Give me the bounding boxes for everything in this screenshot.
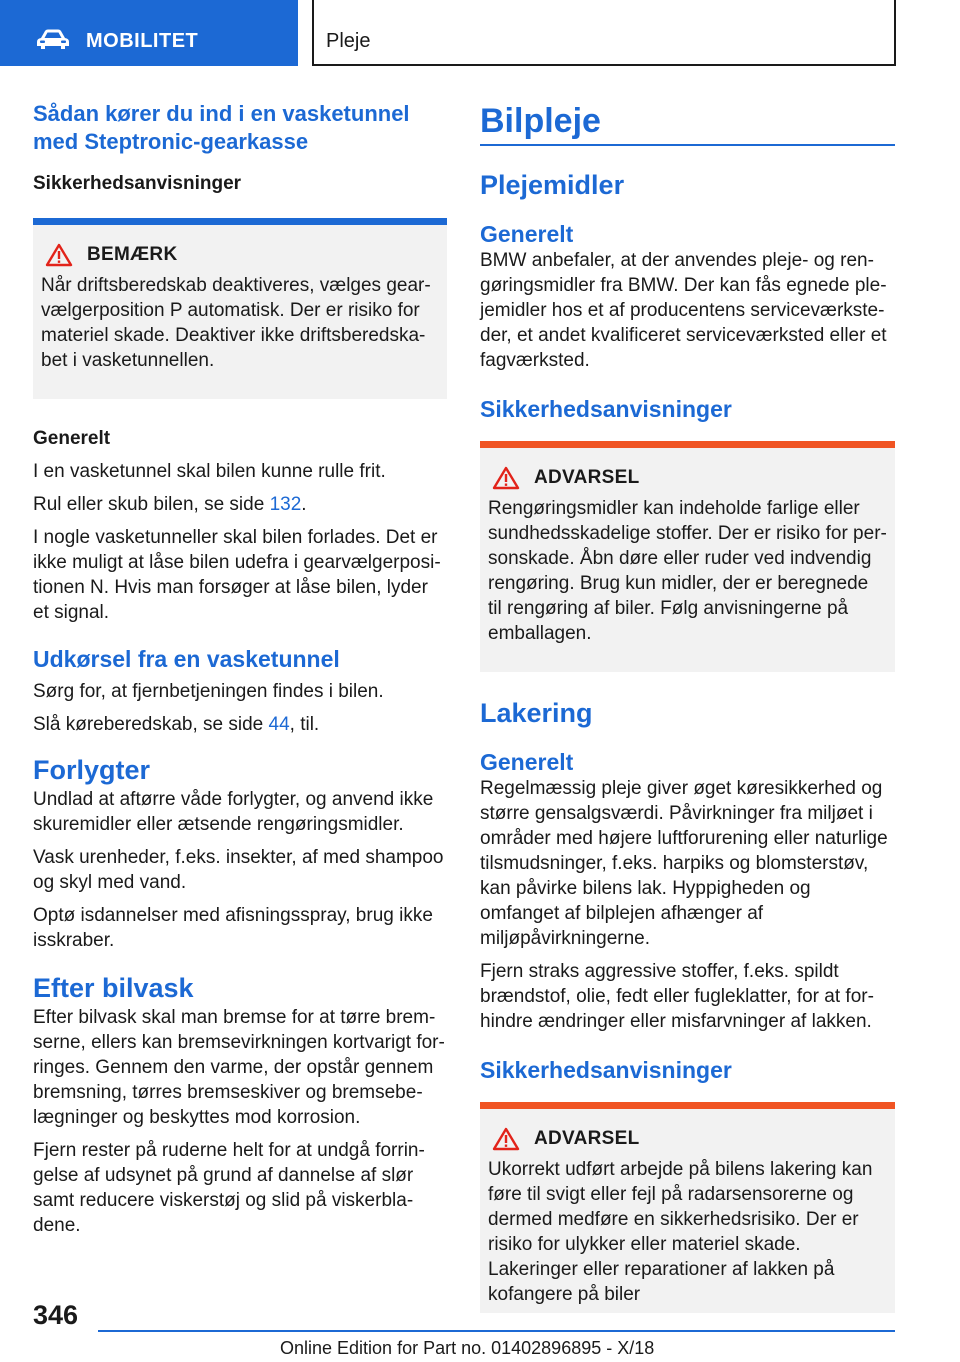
warning-title: ADVARSEL xyxy=(534,467,640,488)
warning-triangle-icon xyxy=(45,243,73,267)
headlights-paragraph-3: Optø isdannelser med afisningsspray, brug ikke isskraber. xyxy=(33,905,433,951)
left-column xyxy=(33,100,447,1238)
care-products-heading: Plejemidler xyxy=(480,170,625,200)
page-link-132[interactable]: 132 xyxy=(269,494,302,515)
paint-paragraph-1: Regelmæssig pleje giver øget køresikkerhed og større gensalgsværdi. Påvirkninger fra miljøet i områder med højere luftforurening eller naturlige tilsmudsninger, f.eks. harpiks og blomsterstøv, kan påvirke bilens lak. Hyppigheden og omfanget af bilplejen afhænger af miljøpåvirkningerne. xyxy=(480,778,888,949)
title-rule xyxy=(480,144,895,146)
general-paragraph-3: I nogle vasketunneller skal bilen forlades. Det er ikke muligt at låse bilen udefra i gearvælgerpositionen N. Hvis man forsøger at låse bilen, lyder et signal. xyxy=(33,527,441,623)
car-icon xyxy=(36,28,70,50)
chapter-tab-care[interactable] xyxy=(312,0,896,66)
notice-text: Når driftsberedskab deaktiveres, vælges gearvælgerposition P automatisk. Der er risiko for materiel skade. Deaktiver ikke driftsberedskabet i vasketunnellen. xyxy=(41,275,431,371)
safety-heading: Sikkerhedsanvisninger xyxy=(33,173,242,194)
care-general-heading: Generelt xyxy=(480,221,574,247)
after-wash-paragraph-1: Efter bilvask skal man bremse for at tørre bremserne, ellers kan bremsevirkningen kortvarigt forringes. Gennem den varme, der opstår gennem bremsning, tørres bremseskiver og bremsebelægninger og beskyttes mod korrosion. xyxy=(33,1007,445,1128)
general-paragraph-2: Rul eller skub bilen, se side 132. xyxy=(33,494,307,515)
chapter-tab-label: Pleje xyxy=(326,30,371,52)
notice-title: BEMÆRK xyxy=(87,244,178,265)
after-wash-heading: Efter bilvask xyxy=(33,973,194,1003)
paint-heading: Lakering xyxy=(480,698,593,728)
headlights-paragraph-1: Undlad at aftørre våde forlygter, og anvend ikke skuremidler eller ætsende rengøringsmidler. xyxy=(33,789,434,835)
paint-paragraph-2: Fjern straks aggressive stoffer, f.eks. spildt brændstof, olie, fedt eller fugleklatter, for at forhindre ændringer eller misfarvninger af lakken. xyxy=(480,961,874,1032)
headlights-paragraph-2: Vask urenheder, f.eks. insekter, af med shampoo og skyl med vand. xyxy=(33,847,444,893)
page-link-44[interactable]: 44 xyxy=(268,714,290,735)
page-header xyxy=(0,0,960,66)
care-general-paragraph: BMW anbefaler, at der anvendes pleje- og rengøringsmidler fra BMW. Der kan fås egnede plejemidler hos et af producentens serviceværksteder, et andet kvalificeret serviceværksted eller et fagværksted. xyxy=(480,250,887,371)
general-heading: Generelt xyxy=(33,428,111,449)
footer-rule xyxy=(98,1330,895,1332)
page-number: 346 xyxy=(33,1300,79,1330)
warning-triangle-icon xyxy=(492,1127,520,1151)
warning-text: Ukorrekt udført arbejde på bilens lakering kan føre til svigt eller fejl på radarsensorerne og dermed medføre en sikkerhedsrisiko. Der er risiko for ulykker eller materiel skade. Lakeringer eller reparationer af lakken på kofangere på biler xyxy=(488,1159,873,1305)
paint-general-heading: Generelt xyxy=(480,749,574,775)
notice-box xyxy=(33,218,447,399)
after-wash-paragraph-2: Fjern rester på ruderne helt for at undgå forringelse af udsynet på grund af dannelse af slør samt reducere viskerstøj og slid på viskerbladene. xyxy=(33,1140,425,1236)
section-tab-label: MOBILITET xyxy=(86,30,199,52)
car-wash-heading: Sådan kører du ind i en vasketunnel med Steptronic-gearkasse xyxy=(33,101,410,154)
exit-heading: Udkørsel fra en vasketunnel xyxy=(33,646,340,672)
warning-triangle-icon xyxy=(492,466,520,490)
right-column xyxy=(480,100,895,1313)
page-title: Bilpleje xyxy=(480,102,601,140)
warning-box-cleaning xyxy=(480,441,895,672)
general-paragraph-1: I en vasketunnel skal bilen kunne rulle frit. xyxy=(33,461,386,482)
warning-title: ADVARSEL xyxy=(534,1128,640,1149)
edition-footer: Online Edition for Part no. 01402896895 - X/18 xyxy=(280,1338,655,1358)
paint-safety-heading: Sikkerhedsanvisninger xyxy=(480,1057,732,1083)
headlights-heading: Forlygter xyxy=(33,755,151,785)
care-safety-heading: Sikkerhedsanvisninger xyxy=(480,396,732,422)
exit-paragraph-2: Slå køreberedskab, se side 44, til. xyxy=(33,714,320,735)
warning-text: Rengøringsmidler kan indeholde farlige eller sundhedsskadelige stoffer. Der er risiko for personskade. Åbn døre eller ruder ved indvendig rengøring. Brug kun midler, der er beregnede til rengøring af biler. Følg anvisningerne på emballagen. xyxy=(488,498,887,644)
section-tab-mobility[interactable] xyxy=(0,0,298,66)
warning-box-paint xyxy=(480,1102,895,1313)
exit-paragraph-1: Sørg for, at fjernbetjeningen findes i bilen. xyxy=(33,681,384,702)
